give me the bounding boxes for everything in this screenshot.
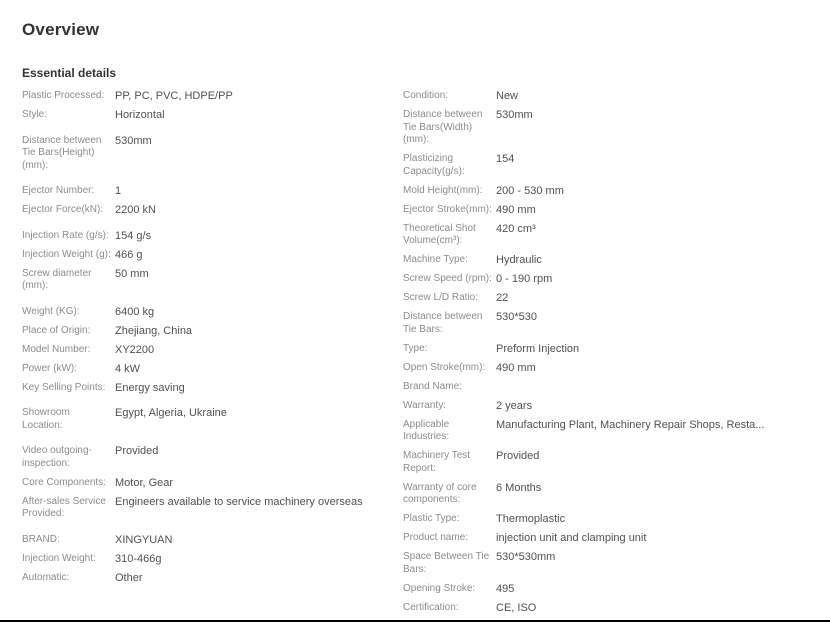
section-heading: Essential details [22, 66, 117, 80]
spec-label: Condition: [403, 90, 449, 101]
spec-label: Brand Name: [403, 380, 462, 392]
spec-row [22, 230, 393, 243]
spec-row [22, 534, 393, 547]
spec-label: Power (kW): [22, 362, 77, 374]
spec-value: 200 - 530 mm [496, 184, 564, 197]
spec-label: Type: [403, 342, 428, 354]
spec-value: Egypt, Algeria, Ukraine [115, 407, 227, 419]
spec-value: 310-466g [115, 552, 162, 565]
spec-value: 4 kW [115, 362, 141, 375]
spec-label: Opening Stroke: [403, 582, 476, 594]
spec-row [403, 362, 808, 375]
spec-value: Energy saving [115, 381, 185, 394]
spec-value: 530mm [115, 134, 152, 147]
spec-value: 22 [496, 292, 509, 304]
spec-label: Plastic Type: [403, 513, 460, 524]
spec-label: Key Selling Points: [22, 381, 106, 393]
spec-value: Horizontal [115, 109, 165, 121]
spec-value: Thermoplastic [496, 513, 566, 525]
spec-group [22, 445, 393, 521]
spec-row [22, 306, 393, 319]
spec-value: injection unit and clamping unit [496, 532, 647, 544]
spec-label: Injection Weight: [22, 552, 96, 564]
spec-row [22, 363, 393, 376]
spec-row [403, 583, 808, 596]
spec-label: Distance between Tie Bars(Height) (mm): [22, 134, 102, 171]
spec-row [403, 482, 808, 507]
spec-group [22, 407, 393, 432]
spec-label: Screw L/D Ratio: [403, 292, 479, 303]
spec-row [403, 153, 808, 178]
spec-row [22, 496, 393, 521]
spec-label: Core Components: [22, 476, 106, 488]
spec-column-right [403, 90, 808, 621]
spec-label: Model Number: [22, 343, 91, 355]
spec-group [22, 306, 393, 395]
spec-value: 50 mm [115, 267, 149, 280]
spec-row [403, 273, 808, 286]
spec-row [22, 135, 393, 173]
spec-value: 490 mm [496, 361, 536, 374]
spec-row [403, 513, 808, 526]
spec-label: BRAND: [22, 533, 60, 545]
spec-row [403, 254, 808, 267]
spec-label: Plastic Processed: [22, 90, 105, 101]
spec-label: Injection Weight (g): [22, 248, 111, 260]
spec-row [403, 185, 808, 198]
spec-label: Injection Rate (g/s): [22, 229, 109, 241]
spec-label: Screw diameter (mm): [22, 267, 92, 291]
spec-value: XY2200 [115, 343, 155, 356]
spec-row [22, 572, 393, 585]
spec-label: Distance between Tie Bars(Width) (mm): [403, 109, 483, 145]
bottom-divider [0, 620, 830, 622]
spec-value: 2200 kN [115, 204, 156, 216]
spec-label: Space Between Tie Bars: [403, 551, 490, 575]
page-title: Overview [22, 20, 100, 39]
spec-group [22, 135, 393, 173]
spec-label: Ejector Stroke(mm): [403, 203, 492, 215]
spec-row [403, 90, 808, 103]
spec-label: Product name: [403, 532, 469, 543]
spec-value: 154 g/s [115, 229, 152, 242]
spec-row [22, 553, 393, 566]
spec-value: 6400 kg [115, 305, 155, 318]
spec-value: Zhejiang, China [115, 324, 193, 337]
spec-row [22, 249, 393, 262]
spec-value: CE, ISO [496, 601, 537, 614]
spec-label: Warranty of core components: [403, 481, 477, 505]
spec-label: Machine Type: [403, 254, 468, 265]
spec-label: Open Stroke(mm): [403, 361, 486, 373]
spec-label: Applicable Industries: [403, 418, 450, 442]
spec-value: Manufacturing Plant, Machinery Repair Shops, Resta... [496, 418, 765, 431]
spec-row [22, 477, 393, 490]
spec-group [22, 185, 393, 217]
spec-value: 154 [496, 153, 515, 165]
spec-row [22, 204, 393, 217]
spec-row [403, 400, 808, 413]
spec-label: Distance between Tie Bars: [403, 311, 483, 335]
spec-row [22, 382, 393, 395]
spec-row [22, 90, 393, 103]
spec-value: New [496, 90, 519, 102]
spec-row [403, 419, 808, 444]
spec-value: Provided [496, 450, 540, 462]
spec-group [22, 534, 393, 585]
spec-label: Weight (KG): [22, 305, 80, 317]
spec-value: Provided [115, 445, 159, 457]
spec-value: 466 g [115, 248, 143, 261]
spec-row [403, 292, 808, 305]
spec-column-left [22, 90, 403, 591]
spec-label: Place of Origin: [22, 324, 91, 336]
spec-value: Preform Injection [496, 342, 580, 355]
spec-row [22, 445, 393, 470]
spec-label: Video outgoing-inspection: [22, 445, 92, 469]
spec-label: Mold Height(mm): [403, 184, 483, 196]
spec-label: Theoretical Shot Volume(cm³): [403, 222, 476, 246]
spec-value: 2 years [496, 399, 533, 412]
spec-value: 530*530 [496, 311, 537, 323]
spec-label: Machinery Test Report: [403, 450, 471, 474]
spec-group [403, 90, 808, 614]
spec-label: Automatic: [22, 571, 70, 583]
spec-group [22, 230, 393, 293]
spec-value: XINGYUAN [115, 533, 173, 546]
spec-row [403, 532, 808, 545]
spec-label: Screw Speed (rpm): [403, 273, 492, 284]
spec-row [22, 268, 393, 293]
spec-label: Certification: [403, 601, 459, 613]
spec-row [22, 325, 393, 338]
spec-row [22, 109, 393, 122]
spec-row [403, 551, 808, 576]
spec-row [403, 109, 808, 147]
spec-value: 1 [115, 185, 122, 197]
spec-value: Hydraulic [496, 254, 542, 266]
spec-value: 530mm [496, 109, 533, 121]
spec-label: Ejector Number: [22, 185, 95, 196]
spec-value: 530*530mm [496, 551, 556, 563]
spec-label: After-sales Service Provided: [22, 495, 106, 519]
spec-value: 420 cm³ [496, 222, 536, 235]
spec-value: Engineers available to service machinery overseas [115, 495, 363, 508]
spec-row [403, 223, 808, 248]
spec-value: 490 mm [496, 203, 536, 216]
spec-label: Warranty: [403, 399, 446, 411]
spec-row [403, 343, 808, 356]
spec-label: Style: [22, 109, 48, 120]
spec-row [403, 204, 808, 217]
spec-row [403, 311, 808, 336]
spec-label: Showroom Location: [22, 407, 70, 431]
spec-value: 495 [496, 582, 515, 595]
spec-row [22, 344, 393, 357]
spec-value: Other [115, 571, 143, 584]
spec-value: 6 Months [496, 481, 542, 494]
spec-row [22, 185, 393, 198]
spec-value: 0 - 190 rpm [496, 273, 553, 285]
spec-row [403, 450, 808, 475]
spec-row [403, 381, 808, 394]
spec-row [22, 407, 393, 432]
spec-label: Plasticizing Capacity(g/s): [403, 153, 465, 177]
spec-label: Ejector Force(kN): [22, 204, 104, 215]
spec-columns [22, 90, 808, 621]
spec-value: PP, PC, PVC, HDPE/PP [115, 90, 233, 102]
spec-group [22, 90, 393, 122]
spec-value: Motor, Gear [115, 476, 174, 489]
spec-row [403, 602, 808, 615]
